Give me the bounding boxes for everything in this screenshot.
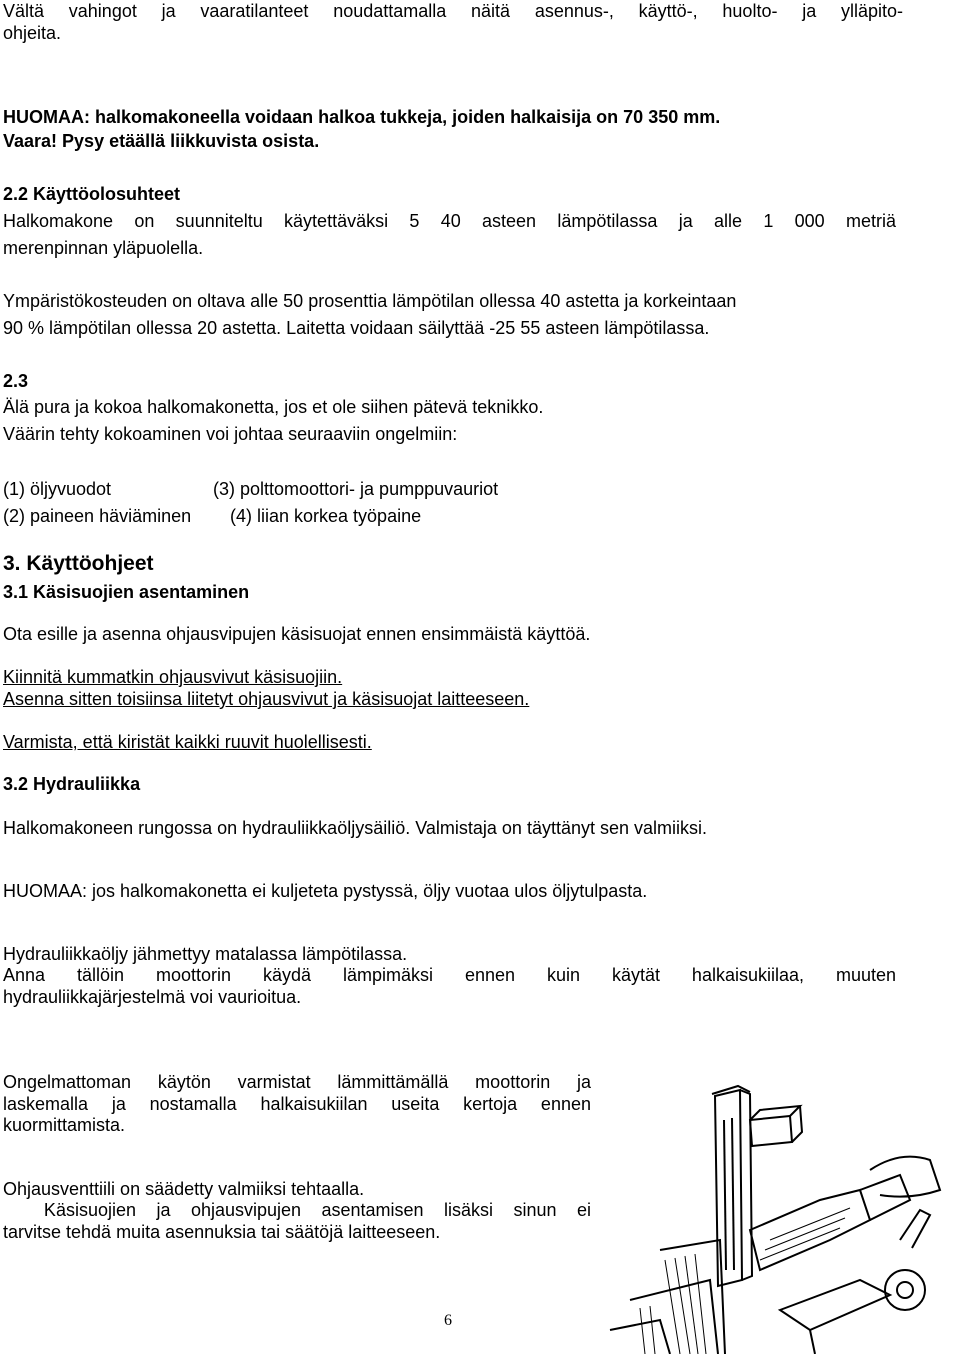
text-line: ohjeita.: [3, 23, 62, 43]
warning-note: HUOMAA: halkomakoneella voidaan halkoa tukkeja, joiden halkaisija on 70 350 mm.: [3, 107, 721, 127]
text-line: Hydrauliikkaöljy jähmettyy matalassa lämpötilassa.: [3, 944, 408, 964]
text-line: tarvitse tehdä muita asennuksia tai säätöjä laitteeseen.: [3, 1222, 441, 1242]
problem-item: (2) paineen häviäminen: [3, 506, 192, 526]
text-line: merenpinnan yläpuolella.: [3, 238, 204, 258]
problem-item: (1) öljyvuodot: [3, 479, 112, 499]
section-heading-3-2: 3.2 Hydrauliikka: [3, 774, 141, 794]
text-line: Ympäristökosteuden on oltava alle 50 prosenttia lämpötilan ollessa 40 astetta ja korkeintaan: [3, 291, 737, 311]
text-line: kuormittamista.: [3, 1115, 126, 1135]
section-heading-2-3: 2.3: [3, 371, 29, 391]
page-number: 6: [444, 1312, 452, 1329]
text-line: Ongelmattoman käytön varmistat lämmittämällä moottorin ja: [3, 1072, 591, 1092]
problem-item: (3) polttomoottori- ja pumppuvauriot: [213, 479, 499, 499]
text-line: Käsisuojien ja ohjausvipujen asentamisen lisäksi sinun ei: [3, 1200, 591, 1220]
text-line: Halkomakoneen rungossa on hydrauliikkaöljysäiliö. Valmistaja on täyttänyt sen valmiiksi.: [3, 818, 708, 838]
text-line: Älä pura ja kokoa halkomakonetta, jos et ole siihen pätevä teknikko.: [3, 397, 544, 417]
text-line: 90 % lämpötilan ollessa 20 astetta. Laitetta voidaan säilyttää -25 55 asteen lämpötilassa.: [3, 318, 710, 338]
text-line: Vältä vahingot ja vaaratilanteet noudattamalla näitä asennus-, käyttö-, huolto- ja ylläpito-: [3, 1, 903, 21]
text-line: HUOMAA: jos halkomakonetta ei kuljeteta pystyssä, öljy vuotaa ulos öljytulpasta.: [3, 881, 648, 901]
text-line: laskemalla ja nostamalla halkaisukiilan useita kertoja ennen: [3, 1094, 591, 1114]
danger-note: Vaara! Pysy etäällä liikkuvista osista.: [3, 131, 320, 151]
text-line: Kiinnitä kummatkin ohjausvivut käsisuojiin.: [3, 667, 343, 687]
log-splitter-illustration: [600, 1080, 960, 1354]
section-heading-3: 3. Käyttöohjeet: [3, 552, 154, 575]
section-heading-2-2: 2.2 Käyttöolosuhteet: [3, 184, 181, 204]
text-line: Asenna sitten toisiinsa liitetyt ohjausvivut ja käsisuojat laitteeseen.: [3, 689, 530, 709]
text-line: Ohjausventtiili on säädetty valmiiksi tehtaalla.: [3, 1179, 365, 1199]
text-line: Varmista, että kiristät kaikki ruuvit huolellisesti.: [3, 732, 372, 752]
text-line: hydrauliikkajärjestelmä voi vaurioitua.: [3, 987, 302, 1007]
text-line: Ota esille ja asenna ohjausvipujen käsisuojat ennen ensimmäistä käyttöä.: [3, 624, 591, 644]
text-line: Anna tällöin moottorin käydä lämpimäksi ennen kuin käytät halkaisukiilaa, muuten: [3, 965, 896, 985]
text-line: Väärin tehty kokoaminen voi johtaa seuraaviin ongelmiin:: [3, 424, 458, 444]
text-line: Halkomakone on suunniteltu käytettäväksi 5 40 asteen lämpötilassa ja alle 1 000 metriä: [3, 211, 896, 231]
section-heading-3-1: 3.1 Käsisuojien asentaminen: [3, 582, 250, 602]
problem-item: (4) liian korkea työpaine: [230, 506, 422, 526]
